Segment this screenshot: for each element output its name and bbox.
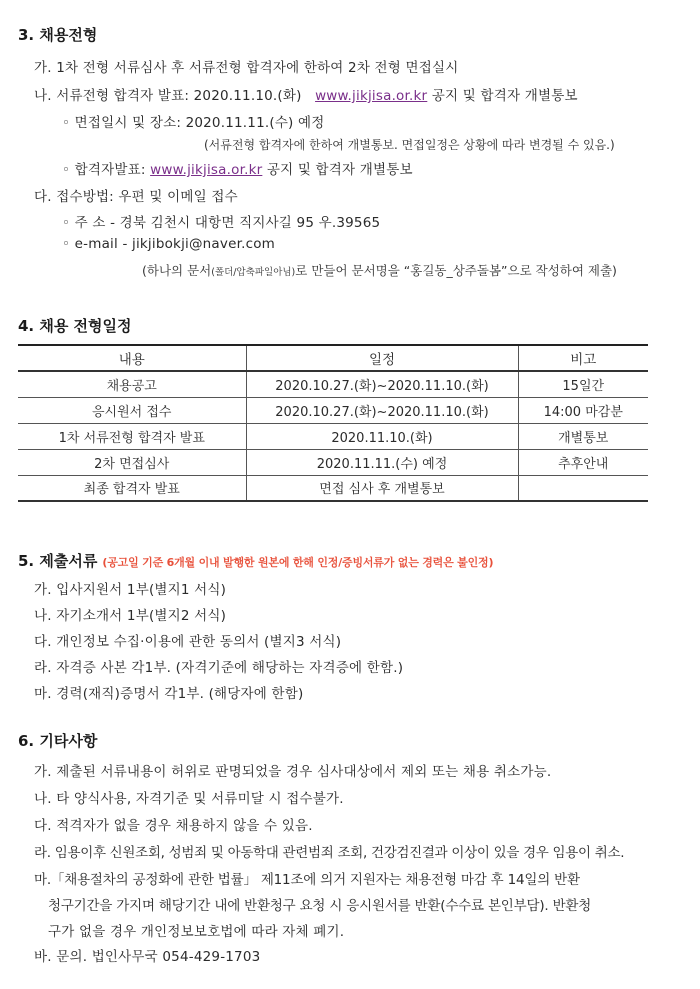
list-item: 나. 자기소개서 1부(별지2 서식) [34, 608, 227, 624]
section-6-title: 6. 기타사항 [18, 732, 98, 750]
s3-bullet-announce [62, 158, 413, 178]
table-cell [518, 475, 648, 501]
s3-address: ◦ 주 소 - 경북 김천시 대항면 직지사길 95 우.39565 [62, 215, 381, 231]
note-small: (폴더/압축파일아님) [211, 267, 296, 278]
s3-na-post: 공지 및 합격자 개별통보 [431, 88, 578, 104]
list-item: 가. 제출된 서류내용이 허위로 판명되었을 경우 심사대상에서 제외 또는 채용 취소가능. [34, 764, 552, 780]
header-note: 비고 [518, 345, 648, 371]
s3-submit-note [142, 261, 617, 279]
table-cell: 2020.10.27.(화)~2020.11.10.(화) [246, 397, 518, 423]
list-item: 라. 임용이후 신원조회, 성범죄 및 아동학대 관련범죄 조회, 건강검진결과 이상이 있을 경우 임용이 취소. [34, 845, 625, 861]
table-cell: 개별통보 [518, 423, 648, 449]
table-cell: 채용공고 [18, 371, 246, 397]
list-item: 라. 자격증 사본 각1부. (자격기준에 해당하는 자격증에 한함.) [34, 660, 404, 676]
header-content: 내용 [18, 345, 246, 371]
section-5-note: (공고일 기준 6개월 이내 발행한 원본에 한해 인정/증빙서류가 없는 경력은 불인정) [102, 556, 494, 569]
list-item: 바. 문의. 법인사무국 054-429-1703 [34, 949, 261, 965]
s3-bullet-interview: ◦ 면접일시 및 장소: 2020.11.11.(수) 예정 [62, 115, 325, 131]
table-cell: 면접 심사 후 개별통보 [246, 475, 518, 501]
table-row [18, 397, 648, 423]
list-item: 마. 경력(재직)증명서 각1부. (해당자에 한함) [34, 686, 304, 702]
list-item: 다. 개인정보 수집·이용에 관한 동의서 (별지3 서식) [34, 634, 342, 650]
website-link-2[interactable]: www.jikjisa.or.kr [150, 162, 263, 178]
table-cell: 추후안내 [518, 449, 648, 475]
table-cell: 2020.11.11.(수) 예정 [246, 449, 518, 475]
s3-email: ◦ e-mail - jikjibokji@naver.com [62, 236, 276, 252]
s3-interview-note: (서류전형 합격자에 한하여 개별통보. 면접일정은 상황에 따라 변경될 수 있음.) [204, 138, 615, 152]
section-5-heading [18, 550, 493, 571]
s3-item-da: 다. 접수방법: 우편 및 이메일 접수 [34, 189, 238, 205]
table-row [18, 449, 648, 475]
table-cell: 14:00 마감분 [518, 397, 648, 423]
list-item-continued: 청구기간을 가지며 해당기간 내에 반환청구 요청 시 응시원서를 반환(수수료 본인부담). 반환청 [48, 898, 592, 914]
section-4-title: 4. 채용 전형일정 [18, 317, 132, 335]
header-schedule: 일정 [246, 345, 518, 371]
table-row [18, 371, 648, 397]
s3-item-na [34, 84, 578, 104]
list-item: 다. 적격자가 없을 경우 채용하지 않을 수 있음. [34, 818, 313, 834]
list-item: 가. 입사지원서 1부(별지1 서식) [34, 582, 227, 598]
list-item: 마.「채용절차의 공정화에 관한 법률」 제11조에 의거 지원자는 채용전형 마감 후 14일의 반환 [34, 872, 580, 888]
schedule-table [18, 344, 648, 502]
note-pre: (하나의 문서 [142, 263, 212, 278]
table-cell: 2020.10.27.(화)~2020.11.10.(화) [246, 371, 518, 397]
s3-b2-text: ◦ 합격자발표: [62, 162, 146, 178]
table-row [18, 423, 648, 449]
table-cell: 15일간 [518, 371, 648, 397]
table-cell: 1차 서류전형 합격자 발표 [18, 423, 246, 449]
s3-item-ga: 가. 1차 전형 서류심사 후 서류전형 합격자에 한하여 2차 전형 면접실시 [34, 60, 459, 76]
schedule-header-row [18, 345, 648, 371]
list-item: 나. 타 양식사용, 자격기준 및 서류미달 시 접수불가. [34, 791, 344, 807]
section-3-title: 3. 채용전형 [18, 26, 98, 44]
s3-b2-post: 공지 및 합격자 개별통보 [266, 162, 413, 178]
table-cell: 응시원서 접수 [18, 397, 246, 423]
section-5-title: 5. 제출서류 [18, 552, 98, 570]
table-cell: 2차 면접심사 [18, 449, 246, 475]
s3-na-text: 나. 서류전형 합격자 발표: 2020.11.10.(화) [34, 88, 302, 104]
table-cell: 최종 합격자 발표 [18, 475, 246, 501]
table-row [18, 475, 648, 501]
website-link[interactable]: www.jikjisa.or.kr [315, 88, 428, 104]
note-post: 로 만들어 문서명을 “홍길동_상주돌봄”으로 작성하여 제출) [295, 263, 617, 278]
table-cell: 2020.11.10.(화) [246, 423, 518, 449]
list-item-continued: 구가 없을 경우 개인정보보호법에 따라 자체 폐기. [48, 924, 345, 940]
